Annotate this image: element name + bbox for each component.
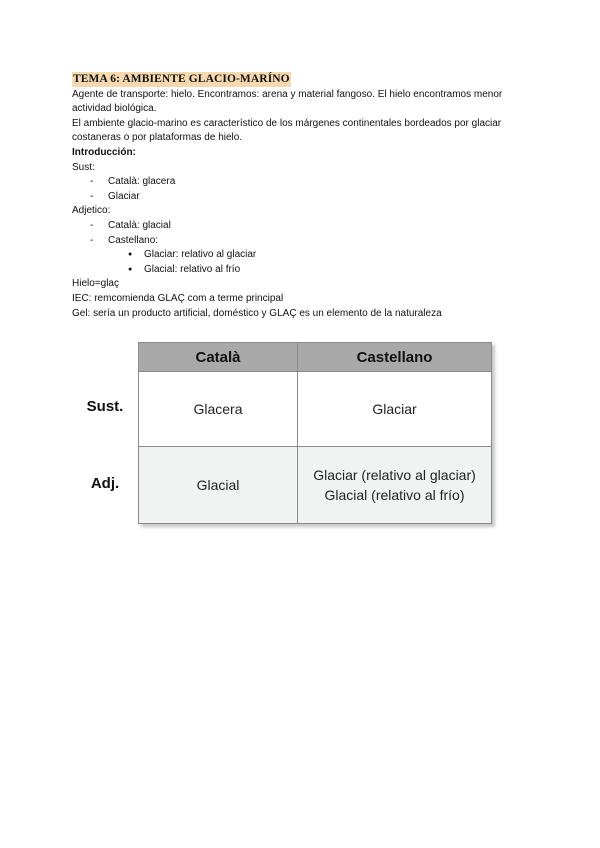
intro-heading: Introducción: — [72, 146, 136, 158]
list-item: ● Glacial: relativo al frío — [72, 263, 528, 278]
table-cell: Glacera — [139, 372, 298, 447]
note-line: IEC: remcomienda GLAÇ com a terme principal — [72, 292, 284, 304]
adj-list — [72, 219, 528, 248]
table-row — [139, 372, 492, 447]
comparison-figure — [72, 342, 496, 524]
list-item: - Castellano: — [72, 234, 528, 249]
table-cell — [298, 447, 492, 524]
cell-line: Glacial (relativo al frío) — [324, 487, 465, 503]
list-item: ● Glaciar: relativo al glaciar — [72, 248, 528, 263]
table-cell: Glacial — [139, 447, 298, 524]
table-row — [139, 447, 492, 524]
comparison-table — [138, 342, 492, 524]
paragraph-ambiente: El ambiente glacio-marino es característico de los márgenes continentales bordeados por glaciar costaneras o por plataformas de hielo. — [72, 117, 502, 144]
list-item: - Català: glacial — [72, 219, 528, 234]
list-item: - Glaciar — [72, 190, 528, 205]
table-cell: Glaciar — [298, 372, 492, 447]
adj-label: Adjetico: — [72, 205, 111, 217]
note-line: Gel: sería un producto artificial, doméstico y GLAÇ es un elemento de la naturaleza — [72, 307, 442, 319]
row-label-sust: Sust. — [86, 398, 124, 415]
table-header-castellano: Castellano — [298, 343, 492, 372]
paragraph-transport: Agente de transporte: hielo. Encontramos: arena y material fangoso. El hielo encontramos menor actividad biológica. — [72, 88, 503, 115]
list-item: - Català: glacera — [72, 175, 528, 190]
adj-sublist — [72, 248, 528, 277]
row-label-adj: Adj. — [90, 475, 120, 492]
table-header-catala: Català — [139, 343, 298, 372]
sust-label: Sust: — [72, 161, 95, 173]
cell-line: Glaciar (relativo al glaciar) — [313, 467, 476, 483]
sust-list — [72, 175, 528, 204]
page-title: TEMA 6: AMBIENTE GLACIO-MARÍNO — [73, 73, 290, 85]
document-body — [72, 72, 528, 321]
note-line: Hielo=glaç — [72, 278, 119, 290]
